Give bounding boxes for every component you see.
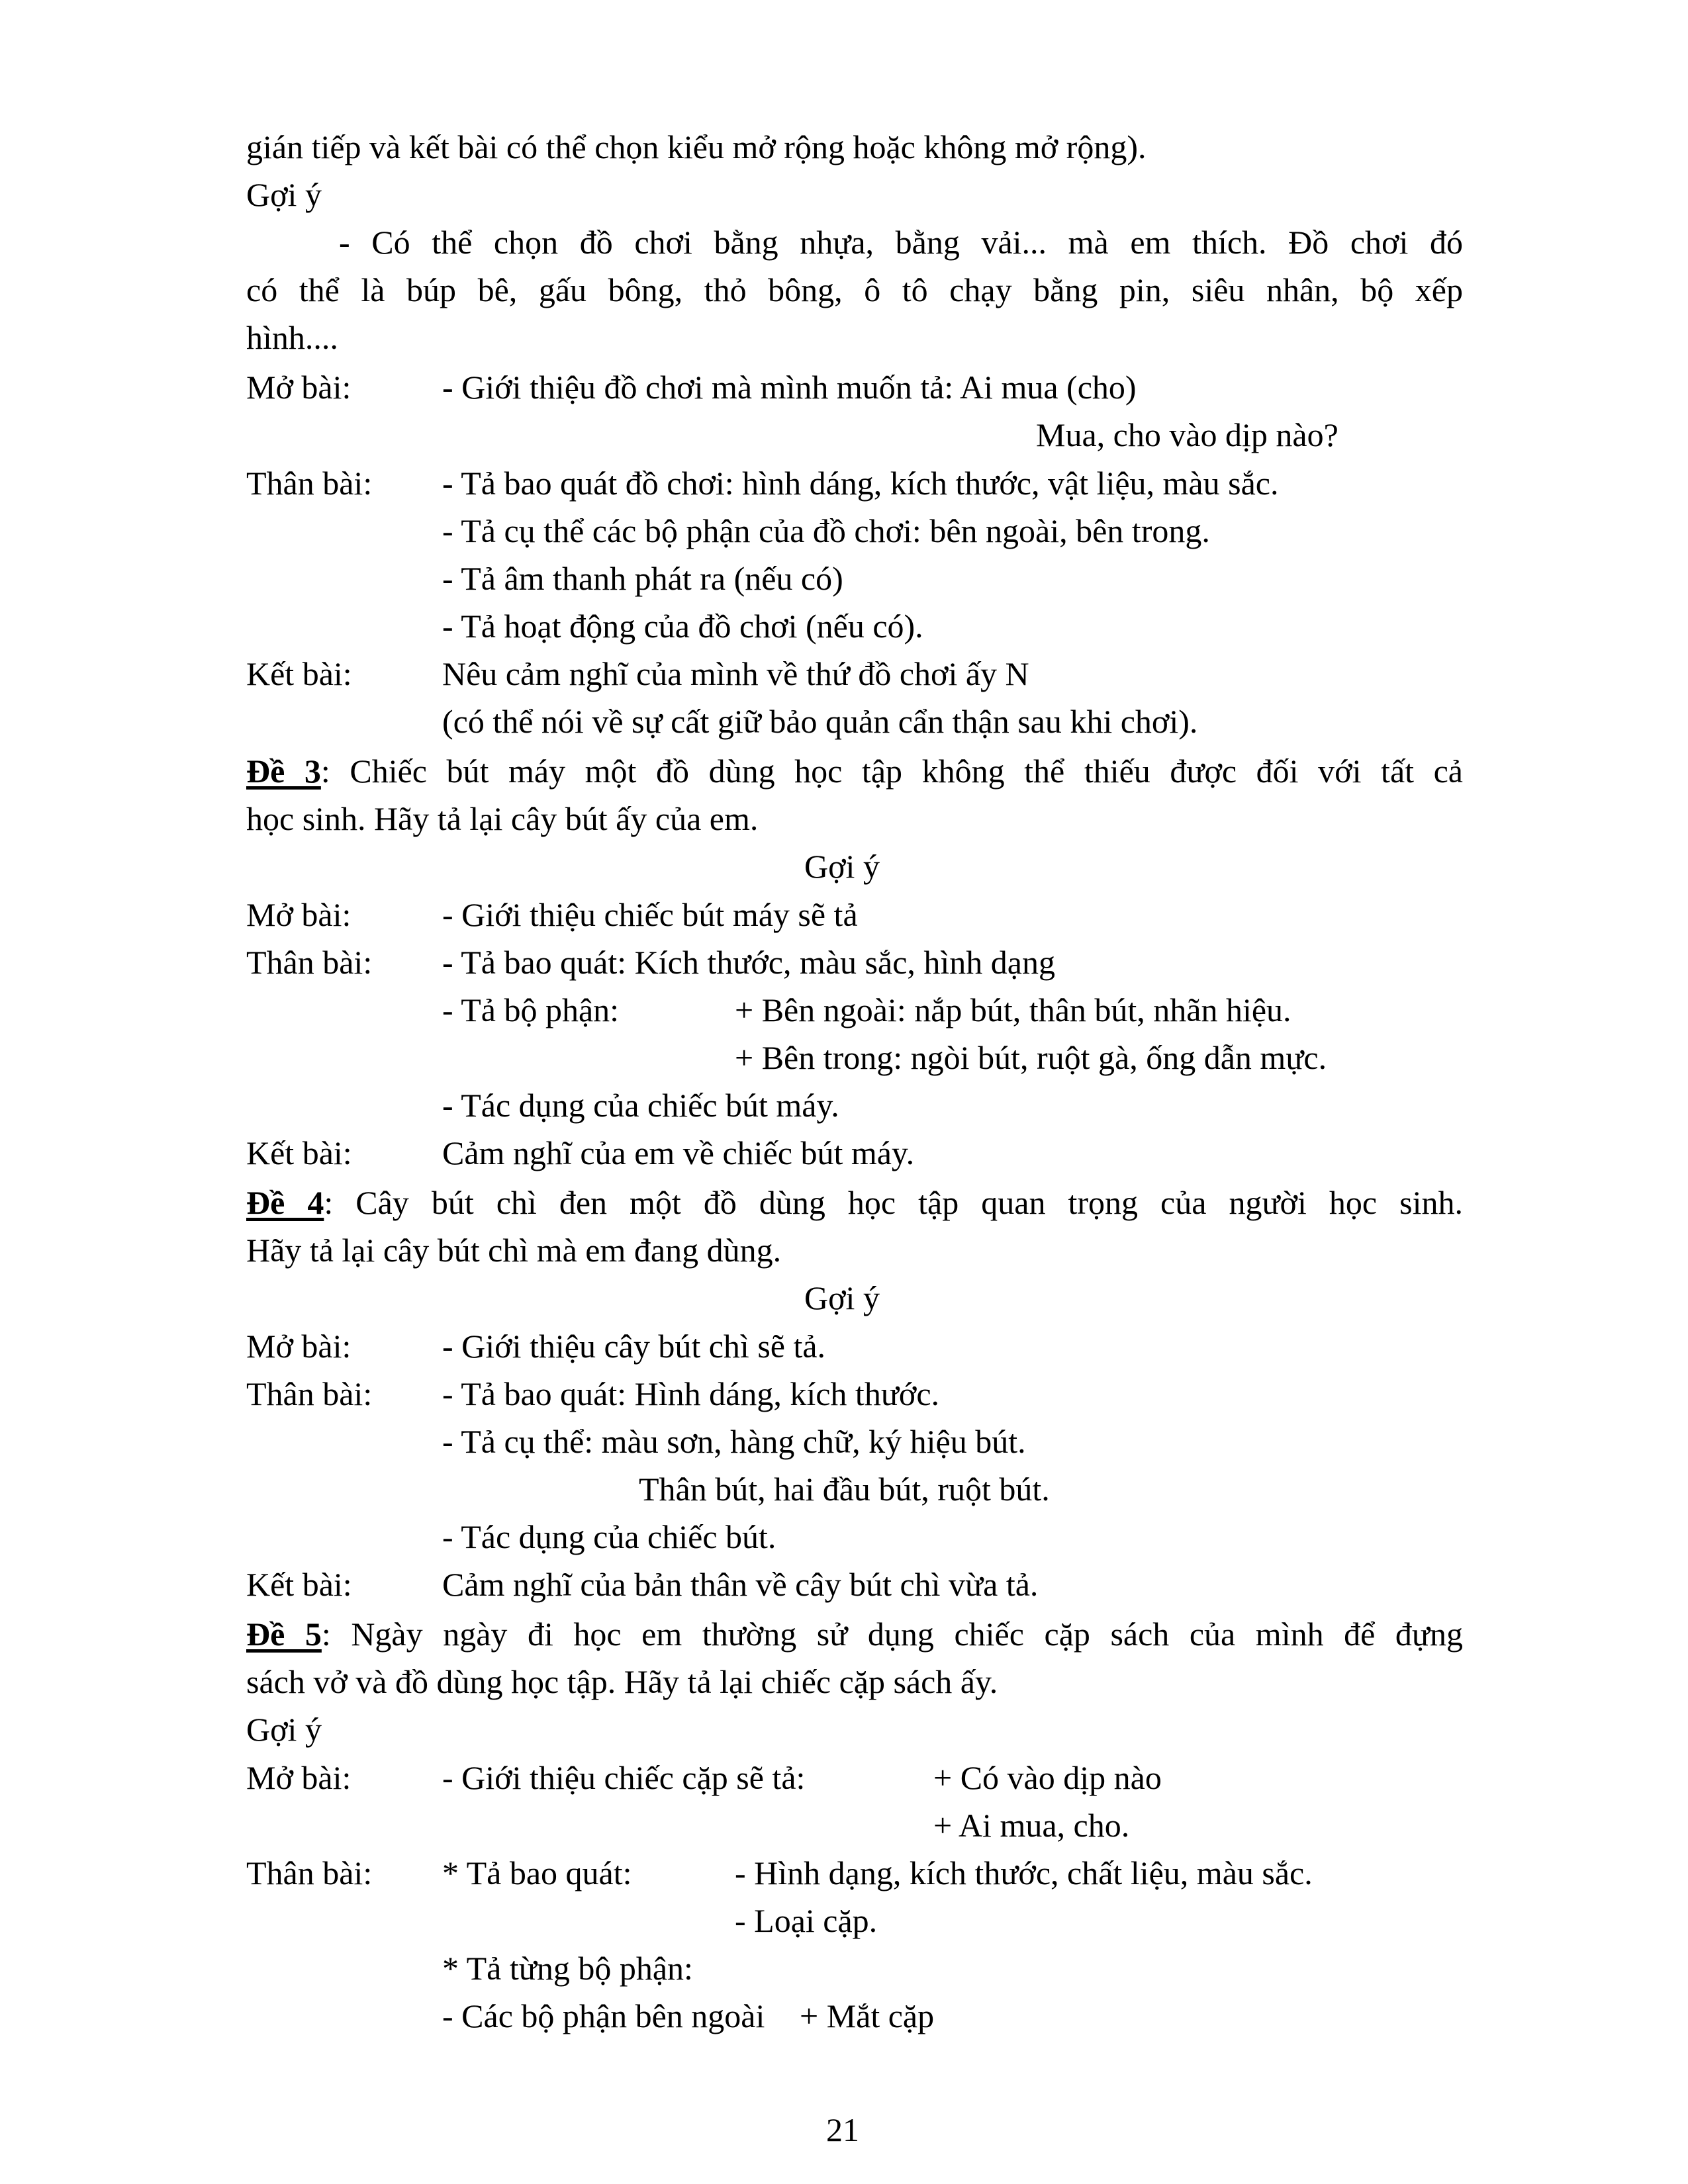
exercise-prompt: sách vở và đồ dùng học tập. Hãy tả lại chiếc cặp sách ấy. [246,1663,998,1700]
outline-item: - Các bộ phận bên ngoài [442,1997,765,2034]
section-label-than-bai: Thân bài: [246,1854,373,1891]
section-label-than-bai: Thân bài: [246,944,373,981]
outline-subitem: Thân bút, hai đầu bút, ruột bút. [639,1471,1050,1508]
outline-item: - Tả bao quát: Kích thước, màu sắc, hình dạng [442,944,1055,981]
exercise-prompt: học sinh. Hãy tả lại cây bút ấy của em. [246,800,759,837]
outline-subitem: - Loại cặp. [735,1902,878,1939]
paragraph-line: hình.... [246,319,338,356]
page-number: 21 [826,2111,859,2148]
paragraph-line: có thể là búp bê, gấu bông, thỏ bông, ô tô chạy bằng pin, siêu nhân, bộ xếp [246,271,1463,308]
outline-item: Cảm nghĩ của bản thân về cây bút chì vừa tả. [442,1566,1039,1603]
exercise-title: Đề 4 [246,1184,324,1221]
intro-line: gián tiếp và kết bài có thể chọn kiểu mở rộng hoặc không mở rộng). [246,128,1147,165]
outline-item: - Tác dụng của chiếc bút máy. [442,1087,839,1124]
outline-subitem: + Ai mua, cho. [933,1807,1130,1844]
outline-item: - Tả bao quát đồ chơi: hình dáng, kích thước, vật liệu, màu sắc. [442,465,1279,502]
outline-item: (có thể nói về sự cất giữ bảo quản cẩn thận sau khi chơi). [442,703,1198,740]
section-label-than-bai: Thân bài: [246,465,373,502]
outline-item: - Tả cụ thể các bộ phận của đồ chơi: bên ngoài, bên trong. [442,512,1210,549]
outline-item: - Tả hoạt động của đồ chơi (nếu có). [442,608,923,645]
outline-subitem: + Bên trong: ngòi bút, ruột gà, ống dẫn mực. [735,1039,1327,1076]
outline-item: - Tác dụng của chiếc bút. [442,1518,776,1555]
section-label-mo-bai: Mở bài: [246,1328,352,1365]
outline-item: - Giới thiệu chiếc bút máy sẽ tả [442,896,858,933]
outline-item: - Giới thiệu cây bút chì sẽ tả. [442,1328,826,1365]
outline-item: * Tả từng bộ phận: [442,1950,693,1987]
section-label-ket-bai: Kết bài: [246,1566,352,1603]
outline-subitem: - Hình dạng, kích thước, chất liệu, màu sắc. [735,1854,1313,1891]
outline-item: - Tả bộ phận: [442,991,620,1028]
section-label-ket-bai: Kết bài: [246,655,352,692]
exercise-prompt: Đề 4: Cây bút chì đen một đồ dùng học tập quan trọng của người học sinh. [246,1184,1463,1221]
exercise-prompt: Đề 5: Ngày ngày đi học em thường sử dụng chiếc cặp sách của mình để đựng [246,1615,1463,1653]
outline-item: - Tả bao quát: Hình dáng, kích thước. [442,1375,940,1412]
hint-heading: Gợi ý [246,176,322,213]
exercise-prompt: Hãy tả lại cây bút chì mà em đang dùng. [246,1232,782,1269]
exercise-title: Đề 5 [246,1615,322,1653]
hint-heading: Gợi ý [804,1279,880,1316]
exercise-prompt: Đề 3: Chiếc bút máy một đồ dùng học tập không thể thiếu được đối với tất cả [246,752,1463,790]
outline-item: - Tả âm thanh phát ra (nếu có) [442,560,843,597]
section-label-mo-bai: Mở bài: [246,1759,352,1796]
paragraph-line: - Có thể chọn đồ chơi bằng nhựa, bằng vải... mà em thích. Đồ chơi đó [339,224,1463,261]
outline-item: - Giới thiệu chiếc cặp sẽ tả: [442,1759,806,1796]
outline-item: Cảm nghĩ của em về chiếc bút máy. [442,1134,915,1171]
hint-heading: Gợi ý [804,848,880,885]
section-label-than-bai: Thân bài: [246,1375,373,1412]
outline-subitem: + Mắt cặp [800,1997,935,2034]
section-label-mo-bai: Mở bài: [246,896,352,933]
outline-item: Nêu cảm nghĩ của mình về thứ đồ chơi ấy N [442,655,1029,692]
outline-item: - Tả cụ thể: màu sơn, hàng chữ, ký hiệu bút. [442,1423,1026,1460]
outline-subitem: + Bên ngoài: nắp bút, thân bút, nhãn hiệu. [735,991,1291,1028]
hint-heading: Gợi ý [246,1711,322,1748]
outline-item: * Tả bao quát: [442,1854,632,1891]
outline-item: - Giới thiệu đồ chơi mà mình muốn tả: Ai mua (cho) [442,369,1137,406]
section-label-ket-bai: Kết bài: [246,1134,352,1171]
outline-item: Mua, cho vào dịp nào? [1036,416,1338,453]
outline-subitem: + Có vào dịp nào [933,1759,1162,1796]
section-label-mo-bai: Mở bài: [246,369,352,406]
exercise-title: Đề 3 [246,752,321,790]
